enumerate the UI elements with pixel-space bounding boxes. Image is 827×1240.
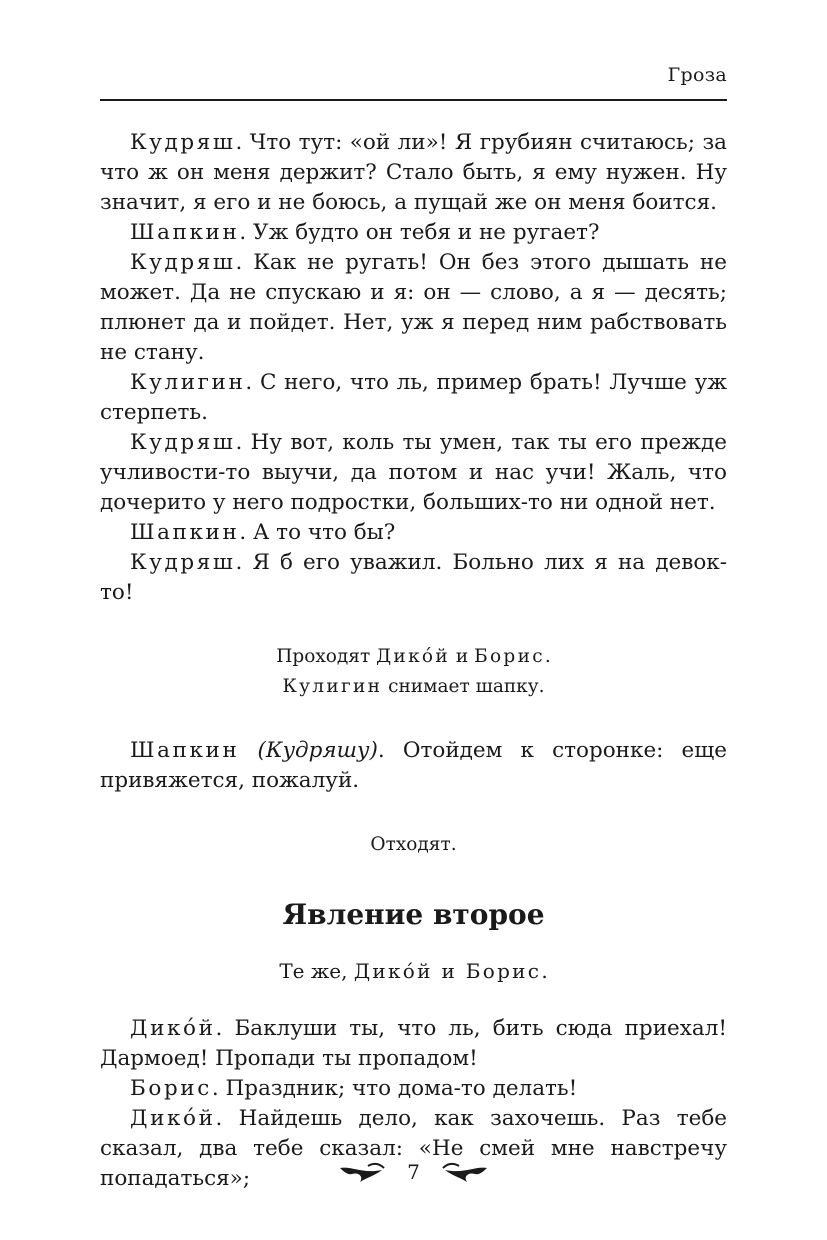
speaker-name: Кудряш — [130, 130, 236, 155]
speaker-name: Дико́й — [130, 1106, 216, 1131]
speech-text: . Как не ругать! Он без этого дышать не может. Да не спускаю и я: он — слово, а я — десять; плюнет да и пойдет. Нет, уж я перед ним рабствовать не стану. — [100, 250, 727, 365]
speech-text: . Баклуши ты, что ль, бить сюда приехал! Дармоед! Пропади ты пропадом! — [100, 1016, 727, 1071]
page-number: 7 — [407, 1160, 420, 1184]
speech-text: . Ну вот, коль ты умен, так ты его прежде учливости-то выучи, да потом и нас учи! Жаль, что дочерито у него подростки, больших-то ни одной нет. — [100, 430, 727, 515]
speaker-name: Борис — [130, 1076, 212, 1101]
stage-text: и — [432, 959, 466, 983]
scene-cast — [100, 956, 727, 986]
stage-direction — [100, 642, 727, 672]
speaker-name: Дико́й — [130, 1016, 216, 1041]
character-name: Борис — [474, 646, 545, 667]
left-ornament-icon — [338, 1160, 386, 1184]
spacer — [100, 986, 727, 1014]
character-name: Дико́й — [353, 959, 433, 983]
stage-text: Проходят — [276, 646, 377, 667]
dialogue-line — [100, 1074, 727, 1104]
dialogue-line — [100, 548, 727, 608]
speech-text: . Уж будто он тебя и не ругает? — [239, 220, 600, 245]
speech-text: . Праздник; что дома-то делать! — [211, 1076, 578, 1101]
spacer — [100, 702, 727, 736]
speaker-name: Кудряш — [130, 550, 236, 575]
right-ornament-icon — [441, 1160, 489, 1184]
scene-title: Явление второе — [282, 898, 545, 931]
speech-text: . Я б его уважил. Больно лих я на девок-то! — [100, 550, 727, 605]
speaker-name: Кулигин — [130, 370, 246, 395]
speech-text: . С него, что ль, пример брать! Лучше уж стерпеть. — [100, 370, 727, 425]
stage-text: . — [541, 959, 548, 983]
speaker-name: Шапкин — [130, 738, 240, 763]
speaker-name: Шапкин — [130, 520, 240, 545]
dialogue-line — [100, 248, 727, 368]
speech-text: . Найдешь дело, как захочешь. Раз тебе сказал, два тебе сказал: «Не смей мне навстречу попадаться»; — [100, 1106, 727, 1191]
speaker-name: Кудряш — [130, 430, 236, 455]
stage-text: . — [544, 646, 551, 667]
speech-text: . А то что бы? — [239, 520, 396, 545]
character-name: Кулигин — [282, 676, 383, 697]
dialogue-line — [100, 218, 727, 248]
spacer — [100, 932, 727, 956]
spacer — [100, 860, 727, 898]
speech-text: . Отойдем к сторонке: еще привяжется, пожалуй. — [100, 738, 727, 793]
header-rule — [100, 99, 727, 101]
spacer — [100, 608, 727, 642]
stage-direction — [100, 672, 727, 702]
stage-direction-inline: (Кудряшу) — [257, 738, 378, 763]
dialogue-line — [100, 518, 727, 548]
stage-text: и — [450, 646, 475, 667]
character-name: Борис — [465, 959, 542, 983]
page-footer — [0, 1160, 827, 1200]
stage-text: Те же, — [279, 959, 354, 983]
character-name: Дико́й — [376, 646, 450, 667]
dialogue-line — [100, 1014, 727, 1074]
dialogue-line — [100, 736, 727, 796]
stage-direction: Отходят. — [370, 834, 457, 855]
speech-text: . Что тут: «ой ли»! Я грубиян считаюсь; за что ж он меня держит? Стало быть, я ему нужен. Ну значит, я его и не боюсь, а пущай же он меня боится. — [100, 130, 727, 215]
page-body — [100, 128, 727, 1194]
spacer — [100, 796, 727, 830]
dialogue-line — [100, 128, 727, 218]
dialogue-line — [100, 368, 727, 428]
speaker-name: Кудряш — [130, 250, 236, 275]
running-header-title: Гроза — [667, 64, 727, 86]
dialogue-line — [100, 428, 727, 518]
stage-text: снимает шапку. — [382, 676, 545, 697]
speaker-name: Шапкин — [130, 220, 240, 245]
